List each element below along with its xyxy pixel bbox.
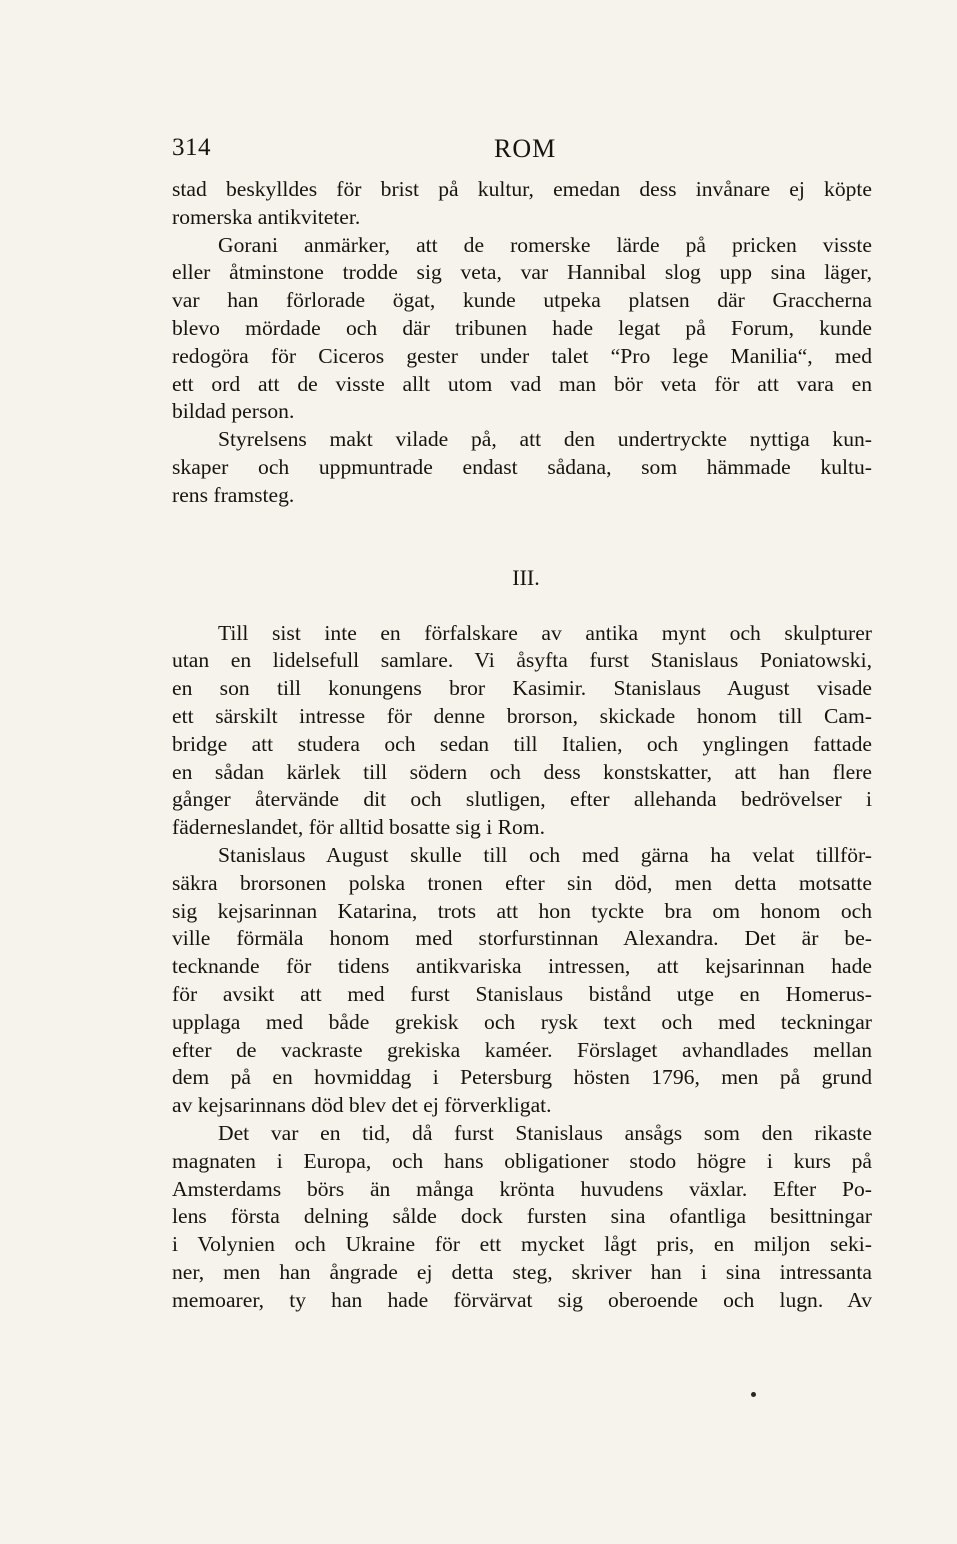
text-line: av kejsarinnans död blev det ej förverkligat. <box>172 1093 552 1118</box>
running-title: ROM <box>494 134 557 163</box>
text-line: sig kejsarinnan Katarina, trots att hon tyckte bra om honom och <box>172 898 872 923</box>
text-line: bildad person. <box>172 399 295 424</box>
text-line: rens framsteg. <box>172 482 295 507</box>
text-line: eller åtminstone trodde sig veta, var Hannibal slog upp sina läger, <box>172 260 872 285</box>
text-line: Stanislaus August skulle till och med gärna ha velat tillför- <box>218 842 872 867</box>
text-line: var han förlorade ögat, kunde utpeka platsen där Graccherna <box>172 288 872 313</box>
text-line: upplaga med både grekisk och rysk text och med teckningar <box>172 1009 872 1034</box>
paragraph-2 <box>172 232 872 427</box>
text-line: ner, men han ångrade ej detta steg, skriver han i sina intressanta <box>172 1259 872 1284</box>
text-line: gånger återvände dit och slutligen, efter allehanda bedrövelser i <box>172 787 872 812</box>
section-spacer <box>172 510 872 564</box>
text-line: romerska antikviteter. <box>172 204 361 229</box>
text-line: blevo mördade och där tribunen hade legat på Forum, kunde <box>172 315 872 340</box>
text-line: skaper och uppmuntrade endast sådana, som hämmade kultu- <box>172 454 872 479</box>
text-line: ville förmäla honom med storfurstinnan Alexandra. Det är be- <box>172 926 872 951</box>
text-line: lens första delning sålde dock fursten sina ofantliga besittningar <box>172 1204 872 1229</box>
page-number: 314 <box>172 134 211 161</box>
text-line: efter de vackraste grekiska kaméer. Förslaget avhandlades mellan <box>172 1037 872 1062</box>
text-line: Styrelsens makt vilade på, att den undertryckte nyttiga kun- <box>218 427 872 452</box>
text-line: magnaten i Europa, och hans obligationer stodo högre i kurs på <box>172 1148 872 1173</box>
text-line: bridge att studera och sedan till Italien, och ynglingen fattade <box>172 731 872 756</box>
paragraph-3 <box>172 426 872 509</box>
paragraph-1 <box>172 176 872 232</box>
text-line: utan en lidelsefull samlare. Vi åsyfta furst Stanislaus Poniatowski, <box>172 648 872 673</box>
text-line: i Volynien och Ukraine för ett mycket lågt pris, en miljon seki- <box>172 1232 872 1257</box>
text-line: en sådan kärlek till södern och dess konstskatter, att han flere <box>172 759 872 784</box>
text-line: fäderneslandet, för alltid bosatte sig i Rom. <box>172 815 545 840</box>
text-line: Till sist inte en förfalskare av antika mynt och skulpturer <box>218 620 872 645</box>
running-head <box>172 134 872 166</box>
text-line: dem på en hovmiddag i Petersburg hösten 1796, men på grund <box>172 1065 872 1090</box>
text-line: säkra brorsonen polska tronen efter sin död, men detta motsatte <box>172 870 872 895</box>
text-line: Gorani anmärker, att de romerske lärde på pricken visste <box>218 232 872 257</box>
text-line: ett ord att de visste allt utom vad man bör veta för att vara en <box>172 371 872 396</box>
text-line: memoarer, ty han hade förvärvat sig oberoende och lugn. Av <box>172 1287 872 1312</box>
text-line: Det var en tid, då furst Stanislaus ansågs som den rikaste <box>218 1120 872 1145</box>
section-number: III. <box>512 564 540 590</box>
paragraph-5 <box>172 842 872 1120</box>
text-line: redogöra för Ciceros gester under talet “Pro lege Manilia“, med <box>172 343 872 368</box>
text-line: stad beskylldes för brist på kultur, emedan dess invånare ej köpte <box>172 177 872 201</box>
body-text <box>172 176 872 1314</box>
text-line: en son till konungens bror Kasimir. Stanislaus August visade <box>172 676 872 701</box>
paragraph-4 <box>172 620 872 842</box>
text-line: för avsikt att med furst Stanislaus bistånd utge en Homerus- <box>172 981 872 1006</box>
text-line: ett särskilt intresse för denne brorson, skickade honom till Cam- <box>172 703 872 728</box>
stray-dot-mark <box>751 1392 756 1397</box>
text-line: tecknande för tidens antikvariska intressen, att kejsarinnan hade <box>172 954 872 979</box>
paragraph-6 <box>172 1120 872 1315</box>
text-line: Amsterdams börs än många krönta huvudens växlar. Efter Po- <box>172 1176 872 1201</box>
